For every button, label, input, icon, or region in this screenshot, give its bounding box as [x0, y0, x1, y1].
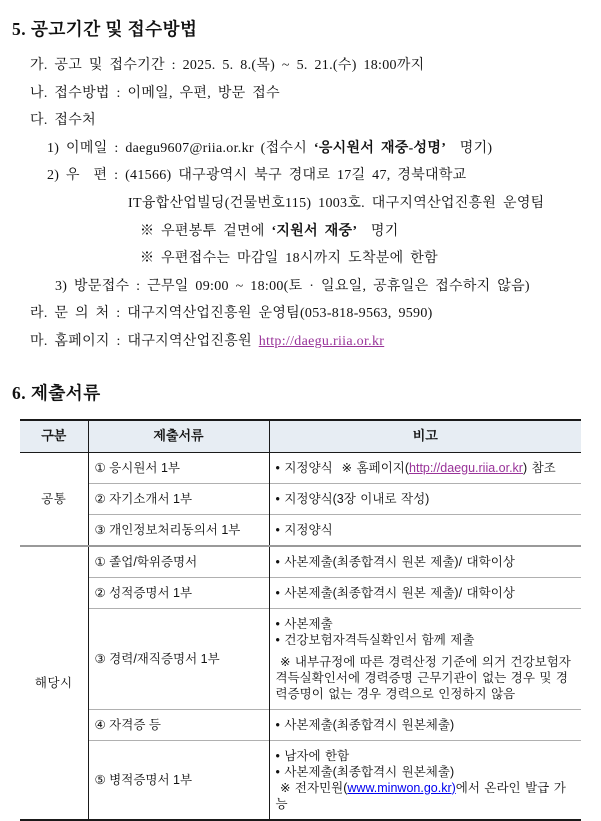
table-row [20, 709, 581, 740]
emphasis-text: ‘지원서 재중’ [271, 223, 358, 239]
text-segment: • 사본제출(최종합격시 원본 제출)/ 대학이상 [275, 554, 515, 569]
remark-cell [269, 452, 581, 483]
text-segment: 다. 접수처 [30, 113, 96, 129]
table-row [20, 577, 581, 608]
text-segment: • 남자에 한함 [275, 748, 350, 763]
remark-line [276, 632, 576, 648]
text-segment: 라. 문 의 처 : 대구지역산업진흥원 운영팀(053-818-9563, 9590) [30, 306, 433, 322]
remark-cell [269, 740, 581, 820]
text-segment: 2) 우 편 : (41566) 대구광역시 북구 경대로 17길 47, 경북대학교 [47, 168, 467, 184]
text-segment: 가. 공고 및 접수기간 : 2025. 5. 8.(목) ~ 5. 21.(수) 18:00까지 [30, 58, 425, 73]
text-segment: 에서 온라인 발급 가능 [275, 780, 566, 811]
text-segment: • 건강보험자격득실확인서 함께 제출 [275, 632, 475, 647]
document-cell: ① 응시원서 1부 [88, 452, 269, 483]
document-cell: ③ 개인정보처리동의서 1부 [88, 514, 269, 546]
doc-line [30, 300, 587, 328]
document-cell: ⑤ 병적증명서 1부 [88, 740, 269, 820]
text-segment: 나. 접수방법 : 이메일, 우편, 방문 접수 [30, 85, 280, 101]
doc-line [140, 245, 587, 273]
text-segment: ※ 내부규정에 따른 경력산정 기준에 의거 건강보험자격득실확인서에 경력증명 근무기관이 없는 경우 및 경력증명이 없는 경우 경력으로 인정하지 않음 [275, 654, 571, 701]
category-cell: 공통 [41, 491, 67, 506]
remark-line [276, 616, 576, 632]
remark-cell [269, 483, 581, 514]
table-row [20, 608, 581, 709]
document-cell: ③ 경력/재직증명서 1부 [88, 608, 269, 709]
doc-line [140, 218, 587, 246]
text-segment: ) 참조 [522, 460, 556, 475]
text-segment: • 사본제출 [275, 616, 333, 631]
text-segment: 1) 이메일 : daegu9607@riia.or.kr (접수시 [47, 140, 314, 156]
table-body [20, 452, 581, 820]
remark-line [276, 654, 576, 702]
text-segment: 마. 홈페이지 : 대구지역산업진흥원 [30, 333, 259, 349]
doc-line [30, 80, 587, 108]
remark-cell [269, 546, 581, 578]
doc-line [55, 273, 587, 301]
text-segment: 명기 [357, 223, 399, 239]
remark-cell [269, 709, 581, 740]
submission-documents-table [20, 419, 581, 821]
doc-line [47, 135, 587, 163]
text-segment: 3) 방문접수 : 근무일 09:00 ~ 18:00(토 · 일요일, 공휴일은 접수하지 않음) [55, 278, 530, 294]
table-header-remarks: 비고 [269, 420, 581, 453]
doc-line [30, 52, 587, 80]
text-segment: • 지정양식(3장 이내로 작성) [275, 491, 430, 506]
text-segment: ※ 우편봉투 겉면에 [140, 223, 272, 239]
remark-line [276, 491, 576, 507]
document-cell: ② 성적증명서 1부 [88, 577, 269, 608]
table-row [20, 483, 581, 514]
remark-cell [269, 514, 581, 546]
table-row [20, 546, 581, 578]
remark-line [276, 764, 576, 780]
text-segment: • 사본제출(최종합격시 원본체출) [275, 717, 455, 732]
table-row [20, 452, 581, 483]
text-segment: 명기) [446, 140, 493, 156]
emphasis-text: ‘응시원서 재중-성명’ [313, 140, 447, 156]
doc-line [30, 328, 587, 356]
doc-line [128, 190, 587, 218]
doc-line [30, 107, 587, 135]
text-segment: IT융합산업빌딩(건물번호115) 1003호. 대구지역산업진흥원 운영팀 [128, 195, 545, 211]
doc-line [47, 162, 587, 190]
table-header-documents: 제출서류 [88, 420, 269, 453]
text-segment: • 지정양식 [275, 522, 333, 537]
remark-line [276, 522, 576, 538]
document-cell: ② 자기소개서 1부 [88, 483, 269, 514]
table-row [20, 740, 581, 820]
remark-line [276, 585, 576, 601]
text-segment: ※ 전자민원( [275, 780, 348, 795]
remark-line [276, 748, 576, 764]
section-5-body [12, 52, 587, 356]
table-header-row [20, 420, 581, 453]
section-6-heading: 6. 제출서류 [12, 382, 101, 403]
section-5-heading: 5. 공고기간 및 접수방법 [12, 19, 198, 39]
table-row [20, 514, 581, 546]
remark-cell [269, 608, 581, 709]
remark-line [276, 460, 576, 476]
text-segment: • 사본제출(최종합격시 원본체출) [275, 764, 455, 779]
remark-line [276, 554, 576, 570]
table-header-category: 구분 [20, 420, 88, 453]
riia-homepage-link-table[interactable]: http://daegu.riia.or.kr [409, 460, 523, 475]
minwon-link[interactable]: www.minwon.go.kr) [347, 780, 456, 795]
remark-line [276, 780, 576, 812]
text-segment: ※ 우편접수는 마감일 18시까지 도착분에 한함 [140, 251, 438, 267]
category-cell: 해당시 [20, 546, 88, 820]
text-segment: • 지정양식 ※ 홈페이지( [275, 460, 410, 475]
document-cell: ④ 자격증 등 [88, 709, 269, 740]
document-cell: ① 졸업/학위증명서 [88, 546, 269, 578]
riia-homepage-link[interactable]: http://daegu.riia.or.kr [258, 333, 385, 349]
text-segment: • 사본제출(최종합격시 원본 제출)/ 대학이상 [275, 585, 515, 600]
remark-line [276, 717, 576, 733]
remark-cell [269, 577, 581, 608]
